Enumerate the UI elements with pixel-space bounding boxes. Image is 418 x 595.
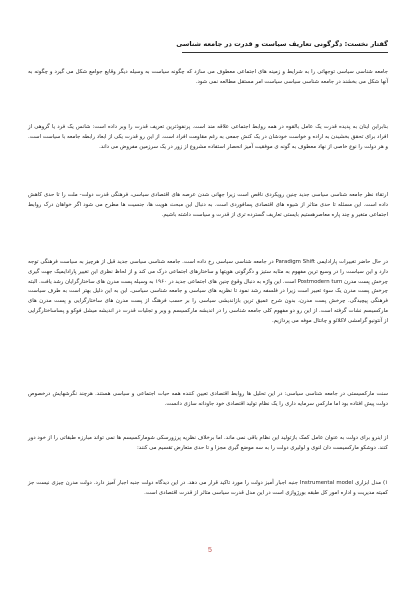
heading-underline xyxy=(182,52,388,53)
paragraph-5: سنت مارکسیستی در جامعه شناسی سیاسی: در این تحلیل ها روابط اقتصادی تعیین کننده همه حیات اجتماعی و سیاسی هستند. هرچند نگرشهایش درخصوص دولت پیش افتاده بود اما مارکس سرمایه داری را یک نظام تولید اقتصادی خود جاودانه سازی دانست. xyxy=(28,391,388,407)
paragraph-6: از اینرو برای دولت به عنوان عامل کمک بازتولید این نظام باقی نمی ماند. اما برخلاف نظریه پرزورسکی شومارکسیسم ها نمی تواند مبارزه طبقاتی را از خود دور کنند. دوشکو مارکسیست دان لنوی و لولیری دولت را به سه موضع گیری مجزا و تا حدی متعارض تقسیم می کنند: xyxy=(28,435,388,451)
page-number: 5 xyxy=(208,547,212,554)
paragraph-3: ارتقاء نظر جامعه شناسی سیاسی جدید چنین رویکردی ناقص است زیرا جهانی شدن عرصه های اقتصادی سیاسی، فرهنگی قدرت دولت- ملت را تا حدی کاهش داده است. این مسئله تا حدی متاثر از شیوه های اقتصادی پسافوردی است. به دنبال این مبحث هویت ها، جنسیت ها مطرح می شود اگر خواهان درک روابط اجتماعی متغیر و چند پاره معاصرهستیم بایستی تعاریف گسترده تری از قدرت و سیاست داشته باشیم. xyxy=(28,192,388,218)
section-heading: گفتار نخست: دگرگونی تعاریف سیاست و قدرت در جامعه شناسی xyxy=(176,40,388,48)
paragraph-7: ۱) مدل ابزاری Instrumental model جنبه اجبار آمیز دولت را مورد تاکید قرار می دهد. در این دیدگاه دولت جنبه اجبار آمیز دارد. دولت مدرن چیزی نیست جز کمیته مدیریت و اداره امور کل طبقه بورژوازی است در این مدل قدرت سیاسی متاثر از قدرت اقتصادی است. xyxy=(28,480,388,496)
paragraph-4: در حال حاضر تغییرات پارادایمی Paradigm Shift در جامعه شناسی سیاسی رخ داده است. جامعه شناسی سیاسی جدید قبل از هرچیز به سیاست فرهنگی توجه دارد و این سیاست را در وسیع ترین مفهوم به مثابه ستیز و دگرگونی هویتها و ساختارهای اجتماعی درک می کند و از لحاظ نظری این تغییر پارادایمیک جهت گیری چرخش پست مدرن Postmodern turn است. این واژه به دنبال وقوع چنین های اجتماعی جدید در ۱۹۶۰ به وسیله پست مدرن های ساختارگرایان رشد یافت. البته چرخش پست مدرن یک سوء تعبیر است زیرا در فلسفه رشد نمود تا نظریه های سیاسی و جامعه شناسی سیاسی. این به این دلیل بهتر است به طرف سیاست فرهنگی پیچیدگی. چرخش پست مدرن، بدون شرح عمیق ترین بازاندیشی سیاسی را بر حسب فرهنگ از پست مدرن های ساختارگرایی و پست مدرن های مارکسیسم نشات گرفته است. از این رو دو مفهوم کلی جامعه شناسی را در اندیشه مارکسیسم و وبر و تجلیات قدرت در اندیشه میشل فوکو و پساساختارگرایی از آنتونیو گرامشی لاکلائو و چانتال موفه می پردازیم. xyxy=(27,259,388,324)
paragraph-1: جامعه شناسی سیاسی توجهاتی را به شرایط و زمینه های اجتماعی معطوف می سازد که چگونه سیاست به وسیله دیگر وقایع جوامع شکل می گیرد و چگونه به آنها شکل می بخشند در جامعه شناسی سیاسی سیاست امر مستقل مطالعه نمی شود. xyxy=(28,69,388,85)
paragraph-2: بنابراین اینان به پدیده قدرت یک عامل بالقوه در همه روابط اجتماعی علاقه مند است. پرنفوذترین تعریف قدرت را وبر داده است: شانس یک فرد یا گروهی از افراد برای تحقق بخشیدن به اراده و خواست خودشان در یک کنش جمعی به رغم مقاومت افراد است. از این رو قدرت یکی از ابعاد رابطه جامعه با سیاست است. و هر دولت را نوع خاصی از نهاد معطوف به گونه ی موفقیت آمیز انحصار استفاده مشروع از زور در یک سرزمین مفروض می داند. xyxy=(28,124,388,150)
